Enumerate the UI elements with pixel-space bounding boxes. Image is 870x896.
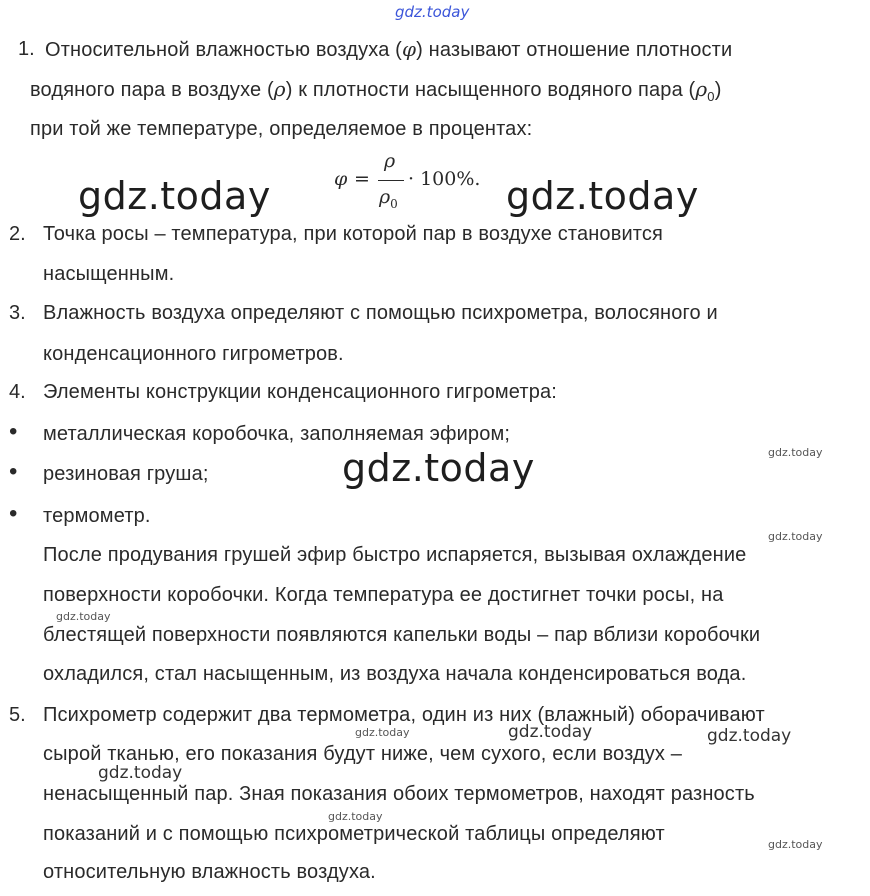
formula-den-symbol: ρ [379,186,391,208]
bullet-1-marker: • [9,418,18,445]
item-2-number: 2. [9,223,26,245]
item-4-line-1: Элементы конструкции конденсационного гигрометра: [43,381,557,403]
item-2-line-1: Точка росы – температура, при которой пар в воздухе становится [43,223,664,245]
item-3-line-1: Влажность воздуха определяют с помощью психрометра, волосяного и [43,302,718,324]
watermark-mid-2: gdz.today [707,726,792,746]
item-4-para-line-2: поверхности коробочки. Когда температура ее достигнет точки росы, на [43,584,724,606]
watermark-big-center: gdz.today [342,446,535,490]
item-2-line-2: насыщенным. [43,263,175,285]
watermark-big-left: gdz.today [78,174,271,218]
watermark-small-1: gdz.today [768,446,823,459]
item-1-line-2 [30,77,722,109]
item-1-line-1 [45,37,732,62]
rho-symbol: ρ [273,77,286,101]
formula-lhs: φ [334,168,348,190]
item-5-number: 5. [9,704,26,726]
bullet-2-marker: • [9,458,18,485]
watermark-mid-3: gdz.today [98,763,183,783]
watermark-small-4: gdz.today [355,726,410,739]
item-5-line-1: Психрометр содержит два термометра, один из них (влажный) оборачивают [43,704,765,726]
item-4-para-line-4: охладился, стал насыщенным, из воздуха начала конденсироваться вода. [43,663,747,685]
item-3-line-2: конденсационного гигрометров. [43,343,344,365]
item-5-line-4: показаний и с помощью психрометрической таблицы определяют [43,823,665,845]
formula-rhs: · 100%. [408,168,481,190]
formula-denominator [379,186,398,211]
bullet-1-text: металлическая коробочка, заполняемая эфиром; [43,423,511,445]
humidity-formula [334,150,514,210]
item-1-line-2-a: водяного пара в воздухе ( [30,79,274,101]
watermark-top: gdz.today [395,3,470,21]
fraction-bar [378,180,404,181]
item-4-para-line-3: блестящей поверхности появляются капельки воды – пар вблизи коробочки [43,624,761,646]
item-1-line-2-b: ) к плотности насыщенного водяного пара ( [285,79,696,101]
formula-numerator: ρ [384,150,396,172]
bullet-3-marker: • [9,500,18,527]
item-1-text-b: ) называют отношение плотности [416,39,733,61]
watermark-big-right: gdz.today [506,174,699,218]
watermark-mid-1: gdz.today [508,722,593,742]
item-1-text-a: Относительной влажностью воздуха ( [45,39,402,61]
item-1-line-3: при той же температуре, определяемое в процентах: [30,118,533,140]
watermark-small-2: gdz.today [768,530,823,543]
item-3-number: 3. [9,302,26,324]
rho0-subscript: 0 [707,89,715,104]
watermark-small-5: gdz.today [328,810,383,823]
item-4-para-line-1: После продувания грушей эфир быстро испаряется, вызывая охлаждение [43,544,747,566]
watermark-small-3: gdz.today [56,610,111,623]
item-4-number: 4. [9,381,26,403]
item-5-line-5: относительную влажность воздуха. [43,861,376,883]
watermark-small-6: gdz.today [768,838,823,851]
formula-equals: = [354,168,370,190]
item-5-line-3: ненасыщенный пар. Зная показания обоих термометров, находят разность [43,783,755,805]
item-1-number: 1. [18,38,35,60]
bullet-3-text: термометр. [43,505,151,527]
item-1-line-2-c: ) [714,79,722,101]
bullet-2-text: резиновая груша; [43,463,209,485]
formula-den-subscript: 0 [390,196,398,211]
rho0-symbol: ρ [695,77,708,101]
item-5-line-2: сырой тканью, его показания будут ниже, чем сухого, если воздух – [43,743,683,765]
phi-symbol: φ [402,37,417,61]
